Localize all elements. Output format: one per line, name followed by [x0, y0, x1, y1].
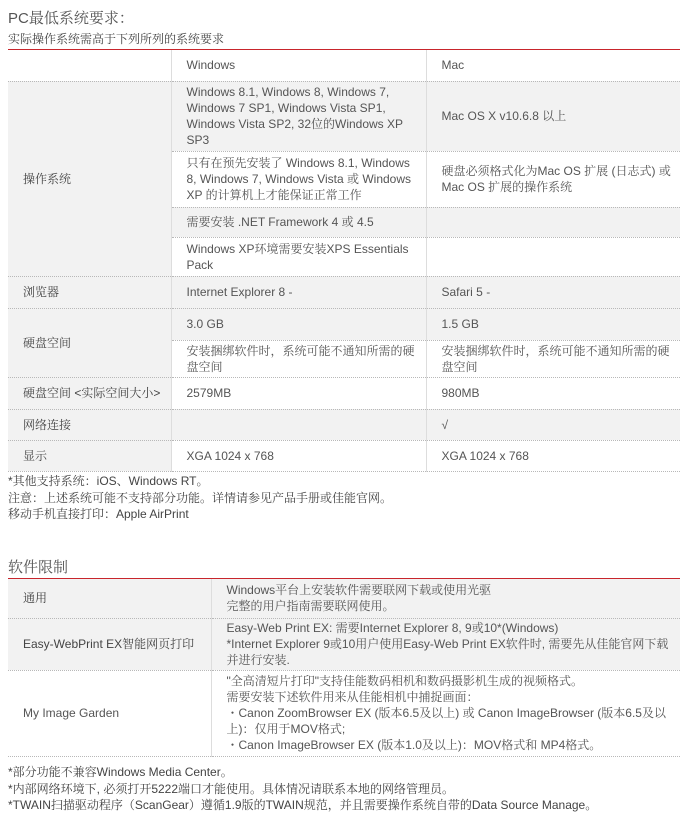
software-limits-table — [8, 579, 680, 757]
software-easywebprint-label: Easy-WebPrint EX智能网页打印 — [8, 618, 211, 670]
pc-requirements-table — [8, 50, 680, 472]
display-label: 显示 — [8, 440, 171, 471]
os-windows-versions: Windows 8.1, Windows 8, Windows 7, Windows 7 SP1, Windows Vista SP1, Windows Vista SP2, 32位的Windows XP SP3 — [171, 81, 426, 151]
software-general-label: 通用 — [8, 579, 211, 618]
network-mac: √ — [426, 409, 680, 440]
disk-actual-windows: 2579MB — [171, 377, 426, 409]
network-windows — [171, 409, 426, 440]
disk-mac-size: 1.5 GB — [426, 308, 680, 340]
software-general-line: 完整的用户指南需要联网使用。 — [226, 599, 395, 614]
pc-note-line: 注意：上述系统可能不支持部分功能。详情请参见产品手册或佳能官网。 — [8, 490, 393, 505]
disk-actual-label: 硬盘空间 <实际空间大小> — [8, 377, 171, 409]
software-limits-title: 软件限制 — [8, 559, 69, 576]
browser-label: 浏览器 — [8, 276, 171, 308]
disk-actual-mac: 980MB — [426, 377, 680, 409]
software-mig-line: ・Canon ImageBrowser EX (版本1.0及以上)：MOV格式和 MP4格式。 — [226, 738, 602, 752]
pc-note-line: 移动手机直接打印：Apple AirPrint — [8, 507, 189, 521]
software-notes — [8, 764, 597, 814]
pc-note-line: *其他支持系统：iOS、Windows RT。 — [8, 474, 209, 488]
software-easywebprint-line: *Internet Explorer 9或10用户使用Easy-Web Print EX软件时, 需要先从佳能官网下载并进行安装. — [226, 637, 669, 667]
os-windows-dotnet: 需要安装 .NET Framework 4 或 4.5 — [171, 207, 426, 237]
os-windows-xps: Windows XP环境需要安装XPS Essentials Pack — [171, 237, 426, 276]
disk-mac-note: 安装捆绑软件时，系统可能不通知所需的硬盘空间 — [426, 340, 680, 377]
pc-requirements-title: PC最低系统要求： — [8, 10, 134, 27]
software-note-line: *内部网络环境下, 必须打开5222端口才能使用。具体情况请联系本地的网络管理员。 — [8, 781, 455, 796]
os-windows-preinstall-note: 只有在预先安装了 Windows 8.1, Windows 8, Windows 7, Windows Vista 或 Windows XP 的计算机上才能保证正常工作 — [171, 151, 426, 207]
software-easywebprint-line: Easy-Web Print EX: 需要Internet Explorer 8, 9或10*(Windows) — [226, 621, 559, 635]
software-mig-line: 需要安装下述软件用来从佳能相机中捕捉画面： — [226, 690, 479, 704]
header-windows: Windows — [171, 50, 426, 81]
disk-windows-size: 3.0 GB — [171, 308, 426, 340]
pc-requirements-subtitle: 实际操作系统需高于下列所列的系统要求 — [8, 32, 225, 46]
software-general-line: Windows平台上安装软件需要联网下载或使用光驱 — [226, 583, 492, 598]
header-mac: Mac — [426, 50, 680, 81]
disk-windows-note: 安装捆绑软件时，系统可能不通知所需的硬盘空间 — [171, 340, 426, 377]
software-general-content — [211, 579, 680, 618]
software-mig-line: "全高清短片打印"支持佳能数码相机和数码摄影机生成的视频格式。 — [226, 674, 584, 688]
software-mig-line: ・Canon ZoomBrowser EX (版本6.5及以上) 或 Canon ImageBrowser (版本6.5及以上)：仅用于MOV格式; — [226, 706, 666, 736]
pc-notes — [8, 473, 392, 523]
os-mac-empty-2 — [426, 237, 680, 276]
network-label: 网络连接 — [8, 409, 171, 440]
display-mac: XGA 1024 x 768 — [426, 440, 680, 471]
header-empty-cell — [8, 50, 171, 81]
software-mig-label: My Image Garden — [8, 670, 211, 756]
software-note-line: *TWAIN扫描驱动程序（ScanGear）遵循1.9版的TWAIN规范，并且需要操作系统自带的Data Source Manage。 — [8, 798, 598, 812]
display-windows: XGA 1024 x 768 — [171, 440, 426, 471]
os-mac-empty-1 — [426, 207, 680, 237]
os-mac-format-note: 硬盘必须格式化为Mac OS 扩展 (日志式) 或 Mac OS 扩展的操作系统 — [426, 151, 680, 207]
disk-label: 硬盘空间 — [8, 308, 171, 377]
os-label: 操作系统 — [8, 81, 171, 276]
software-mig-content — [211, 670, 680, 756]
browser-mac: Safari 5 - — [426, 276, 680, 308]
software-easywebprint-content — [211, 618, 680, 670]
browser-windows: Internet Explorer 8 - — [171, 276, 426, 308]
software-note-line: *部分功能不兼容Windows Media Center。 — [8, 765, 233, 779]
os-mac-version: Mac OS X v10.6.8 以上 — [426, 81, 680, 151]
